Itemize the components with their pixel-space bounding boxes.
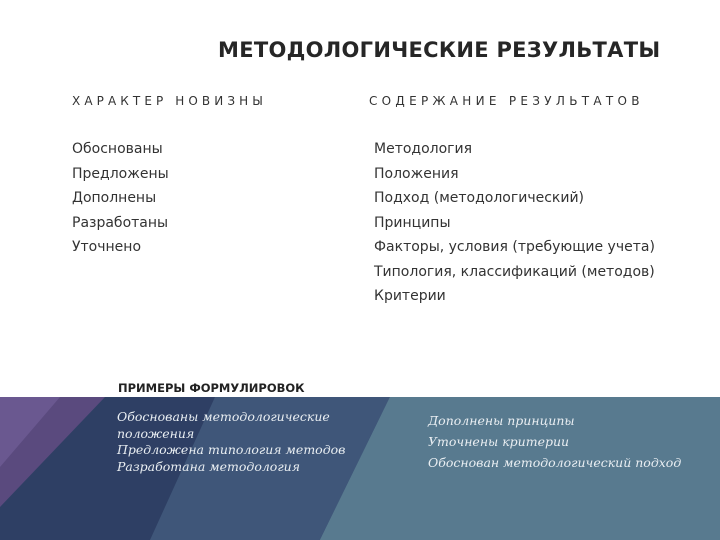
content-heading: СОДЕРЖАНИЕ РЕЗУЛЬТАТОВ (369, 94, 644, 108)
list-item: Обоснованы (72, 141, 163, 157)
list-item: Разработана методология (117, 458, 300, 474)
list-item: Дополнены (72, 190, 157, 206)
content-list (374, 137, 655, 309)
list-item: Принципы (374, 214, 451, 231)
novelty-list (72, 137, 169, 260)
list-item: Подход (методологический) (374, 190, 585, 206)
examples-left-list (117, 409, 362, 475)
list-item: Предложены (72, 165, 169, 182)
list-item: Методология (374, 141, 473, 157)
list-item: Уточнены критерии (428, 434, 570, 449)
list-item: Разработаны (72, 214, 169, 231)
novelty-heading: ХАРАКТЕР НОВИЗНЫ (72, 94, 267, 108)
list-item: Факторы, условия (требующие учета) (374, 239, 655, 255)
examples-heading: ПРИМЕРЫ ФОРМУЛИРОВОК (118, 381, 305, 395)
list-item: Положения (374, 165, 459, 182)
list-item: Предложена типология методов (117, 442, 346, 457)
list-item: Обоснованы методологические положения (117, 409, 330, 441)
list-item: Типология, классификаций (методов) (374, 263, 655, 280)
list-item: Уточнено (72, 239, 142, 255)
examples-right-list (428, 410, 681, 473)
list-item: Критерии (374, 288, 446, 304)
slide-title: МЕТОДОЛОГИЧЕСКИЕ РЕЗУЛЬТАТЫ (218, 38, 661, 62)
list-item: Обоснован методологический подход (428, 455, 682, 470)
list-item: Дополнены принципы (428, 413, 575, 428)
